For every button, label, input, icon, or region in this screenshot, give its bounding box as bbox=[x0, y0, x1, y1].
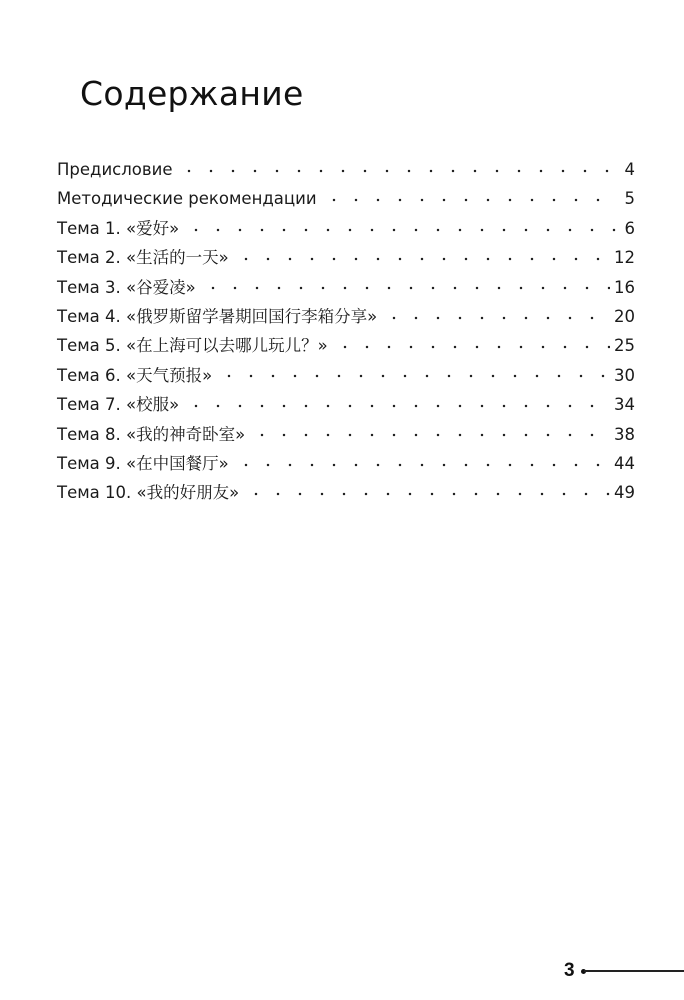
toc-entry-topic-3[interactable] bbox=[57, 273, 635, 302]
toc-entry-topic-6[interactable] bbox=[57, 361, 635, 390]
page-footer bbox=[564, 958, 684, 984]
toc-entry-page: 38 bbox=[614, 424, 635, 444]
page-title: Содержание bbox=[80, 74, 304, 114]
dot-leader bbox=[383, 309, 610, 326]
toc-entry-topic-2[interactable] bbox=[57, 243, 635, 272]
dot-leader bbox=[185, 221, 617, 238]
toc-entry-topic-4[interactable] bbox=[57, 302, 635, 331]
footer-rule bbox=[584, 970, 684, 972]
dot-leader bbox=[245, 486, 610, 503]
dot-leader bbox=[235, 251, 610, 268]
dot-leader bbox=[251, 427, 610, 444]
page-number: 3 bbox=[564, 960, 575, 981]
toc-entry-label: Тема 4. «俄罗斯留学暑期回国行李箱分享» bbox=[57, 306, 378, 326]
toc-entry-page: 44 bbox=[614, 453, 635, 473]
dot-leader bbox=[235, 456, 610, 473]
toc-entry-page: 16 bbox=[614, 277, 635, 297]
toc-entry-label: Тема 6. «天气预报» bbox=[57, 365, 213, 385]
dot-leader bbox=[202, 280, 610, 297]
toc-entry-page: 20 bbox=[614, 306, 635, 326]
dot-leader bbox=[178, 163, 617, 180]
table-of-contents bbox=[57, 155, 635, 508]
toc-entry-page: 49 bbox=[614, 483, 635, 503]
dot-leader bbox=[185, 398, 610, 415]
toc-entry-label: Тема 7. «校服» bbox=[57, 395, 180, 415]
toc-entry-label: Тема 1. «爱好» bbox=[57, 218, 180, 238]
toc-entry-guidelines[interactable] bbox=[57, 184, 635, 213]
toc-entry-topic-8[interactable] bbox=[57, 420, 635, 449]
toc-entry-label: Тема 9. «在中国餐厅» bbox=[57, 453, 229, 473]
toc-entry-topic-1[interactable] bbox=[57, 214, 635, 243]
dot-leader bbox=[323, 192, 617, 209]
toc-entry-topic-10[interactable] bbox=[57, 478, 635, 507]
toc-entry-page: 5 bbox=[624, 189, 635, 209]
toc-entry-label: Тема 5. «在上海可以去哪儿玩儿？» bbox=[57, 336, 328, 356]
toc-entry-page: 4 bbox=[624, 160, 635, 179]
toc-entry-topic-5[interactable] bbox=[57, 331, 635, 360]
toc-entry-page: 30 bbox=[614, 365, 635, 385]
toc-entry-preface[interactable] bbox=[57, 155, 635, 184]
toc-entry-label: Тема 8. «我的神奇卧室» bbox=[57, 424, 246, 444]
toc-entry-label: Тема 3. «谷爱凌» bbox=[57, 277, 196, 297]
dot-leader bbox=[334, 339, 610, 356]
toc-entry-page: 25 bbox=[614, 336, 635, 356]
toc-entry-label: Тема 10. «我的好朋友» bbox=[57, 483, 240, 503]
toc-entry-label: Тема 2. «生活的一天» bbox=[57, 248, 229, 268]
dot-leader bbox=[218, 368, 610, 385]
toc-entry-label: Предисловие bbox=[57, 160, 173, 179]
toc-entry-label: Методические рекомендации bbox=[57, 189, 317, 209]
toc-entry-page: 34 bbox=[614, 395, 635, 415]
toc-entry-page: 6 bbox=[624, 218, 635, 238]
toc-entry-topic-7[interactable] bbox=[57, 390, 635, 419]
toc-entry-page: 12 bbox=[614, 248, 635, 268]
toc-entry-topic-9[interactable] bbox=[57, 449, 635, 478]
